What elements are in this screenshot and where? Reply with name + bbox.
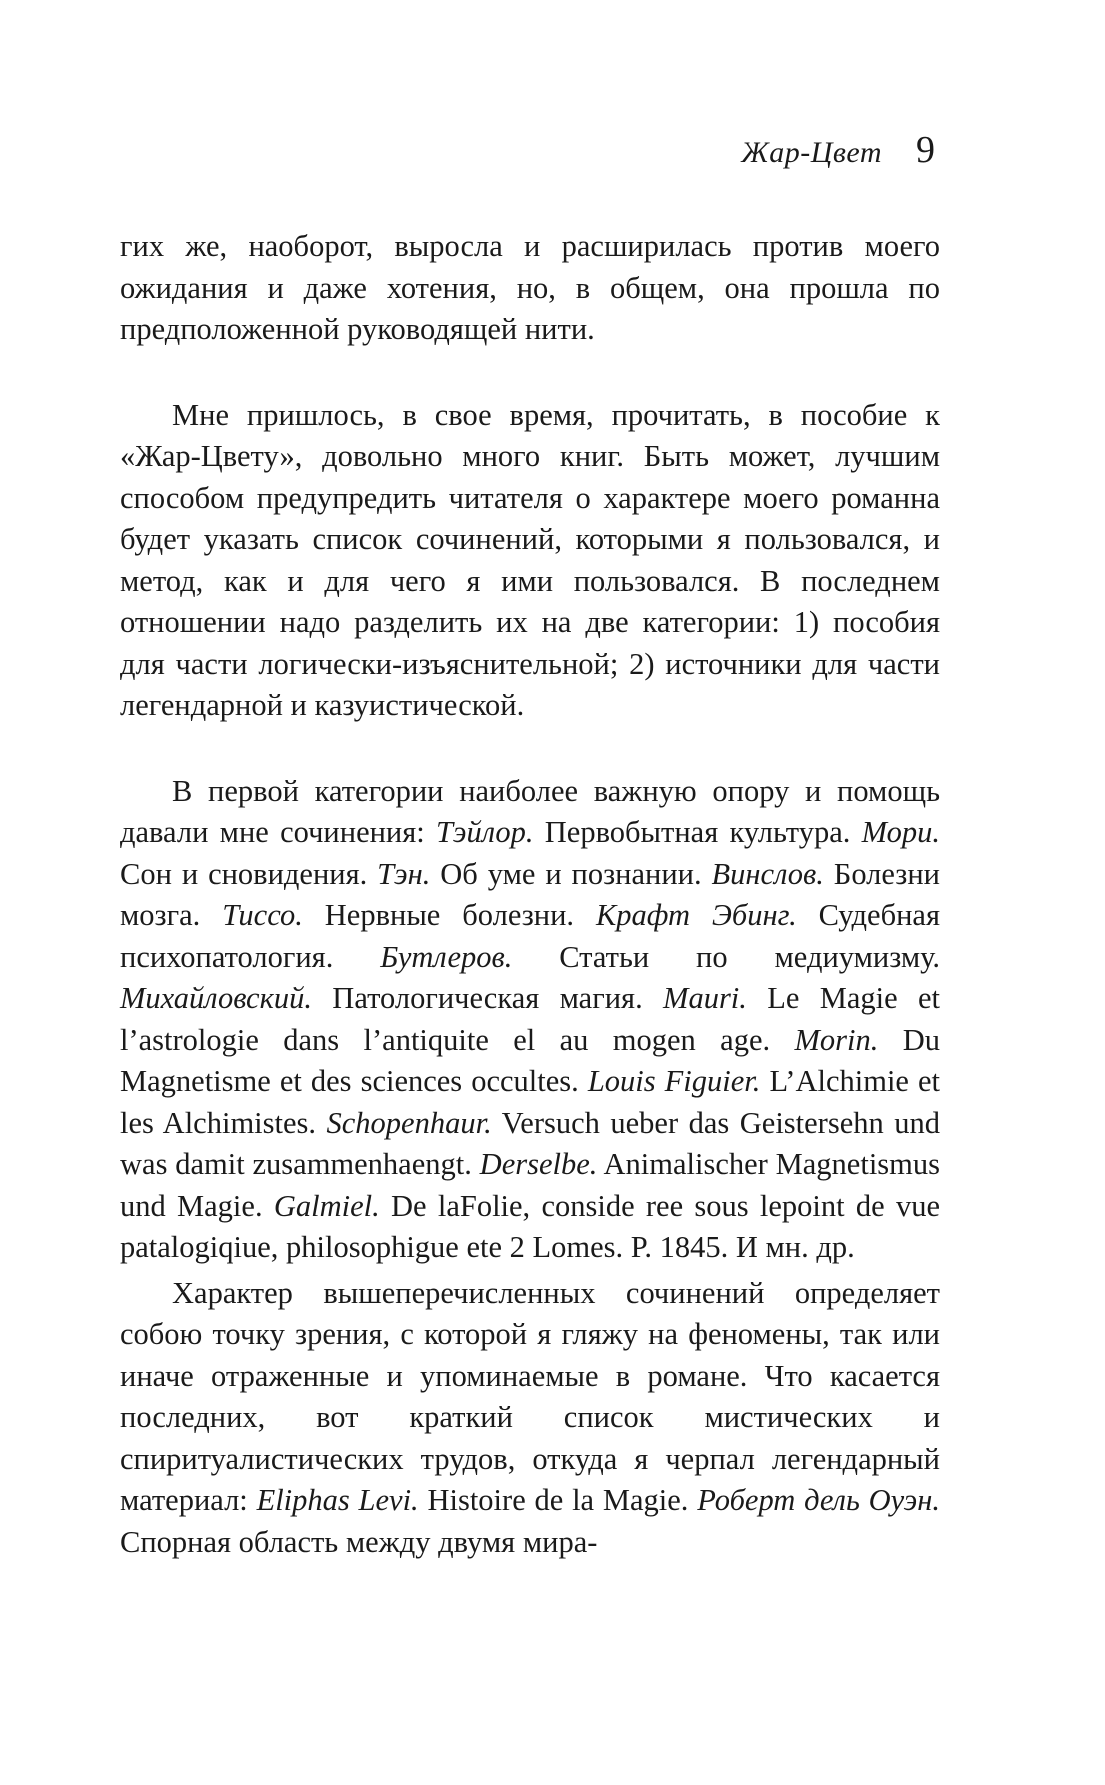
text-run: De laFolie, conside ree sous lepoint de vue patalogiqiue, philosophigue ete 2 Lomes. P. 1845. И мн. др. (120, 1188, 940, 1264)
author-name: Derselbe. (479, 1147, 598, 1181)
text-run: Сон и сновидения. (120, 856, 378, 891)
page-number: 9 (916, 129, 935, 171)
author-name: Роберт дель Оуэн. (697, 1483, 940, 1517)
text-run: Du Magnetisme et des sciences occultes. (120, 1022, 941, 1098)
text-run: Патологическая магия. (311, 981, 664, 1015)
author-name: Михайловский. (120, 981, 312, 1015)
paragraph-books-intro: Мне пришлось, в свое время, прочитать, в пособие к «Жар-Цвету», довольно много книг. Быть может, лучшим способом предупредить читателя о характере моего романна будет указать список сочинений, которыми я пользовался, и метод, как и для чего я ими пользовался. В последнем отношении надо разделить их на две категории: 1) пособия для части логически-изъяснительной; 2) источники для части легендарной и казуистической. (120, 397, 940, 722)
body-text (120, 226, 940, 1563)
author-name: Мори. (861, 815, 940, 849)
text-run: L’Alchimie et les Alchimistes. (120, 1064, 941, 1140)
author-name: Бутлеров. (380, 939, 513, 974)
text-run: Animalischer Magnetismus und Magie. (120, 1147, 941, 1223)
author-name: Morin. (794, 1022, 879, 1057)
author-name: Крафт Эбинг. (595, 898, 797, 932)
text-run: Судебная психопатология. (120, 898, 940, 974)
author-name: Тэн. (377, 856, 431, 891)
text-run: Об уме и познании. (430, 856, 712, 891)
author-name: Louis Figuier. (587, 1064, 761, 1098)
text-run: Статьи по медиумизму. (512, 939, 940, 974)
text-run: Versuch ueber das Geistersehn und was damit zusammenhaengt. (120, 1105, 940, 1181)
text-run: Нервные болезни. (302, 898, 596, 932)
text-run: Первобытная культура. (533, 815, 862, 849)
author-name: Винслов. (711, 856, 824, 891)
paragraph-continuation: гих же, наоборот, выросла и расширилась против моего ожидания и даже хотения, но, в общем, она прошла по предположенной руководящей нити. (120, 229, 940, 346)
text-run: Спорная область между двумя мира- (120, 1524, 598, 1559)
paragraph-first-category (120, 771, 940, 1269)
author-name: Eliphas Levi. (256, 1483, 419, 1517)
author-name: Тэйлор. (436, 815, 534, 849)
text-run: В первой категории наиболее важную опору и помощь давали мне сочинения: (120, 773, 940, 849)
text-run: Histoire de la Magie. (418, 1483, 698, 1517)
text-run: Болезни мозга. (120, 856, 940, 932)
text-run: Характер вышеперечисленных сочинений определяет собою точку зрения, с которой я гляжу на феномены, так или иначе отраженные и упоминаемые в романе. Что касается последних, вот краткий список мистических и спиритуалистических трудов, откуда я черпал легендарный материал: (120, 1275, 940, 1517)
author-name: Тиссо. (222, 898, 303, 932)
running-title: Жар-Цвет (741, 136, 882, 169)
author-name: Mauri. (663, 981, 747, 1015)
paragraph-second-category (120, 1273, 940, 1564)
running-head (741, 128, 935, 172)
author-name: Schopenhaur. (326, 1105, 492, 1140)
author-name: Galmiel. (273, 1188, 380, 1223)
text-run: Le Magie et l’astrologie dans l’antiquite el au mogen age. (120, 981, 940, 1057)
